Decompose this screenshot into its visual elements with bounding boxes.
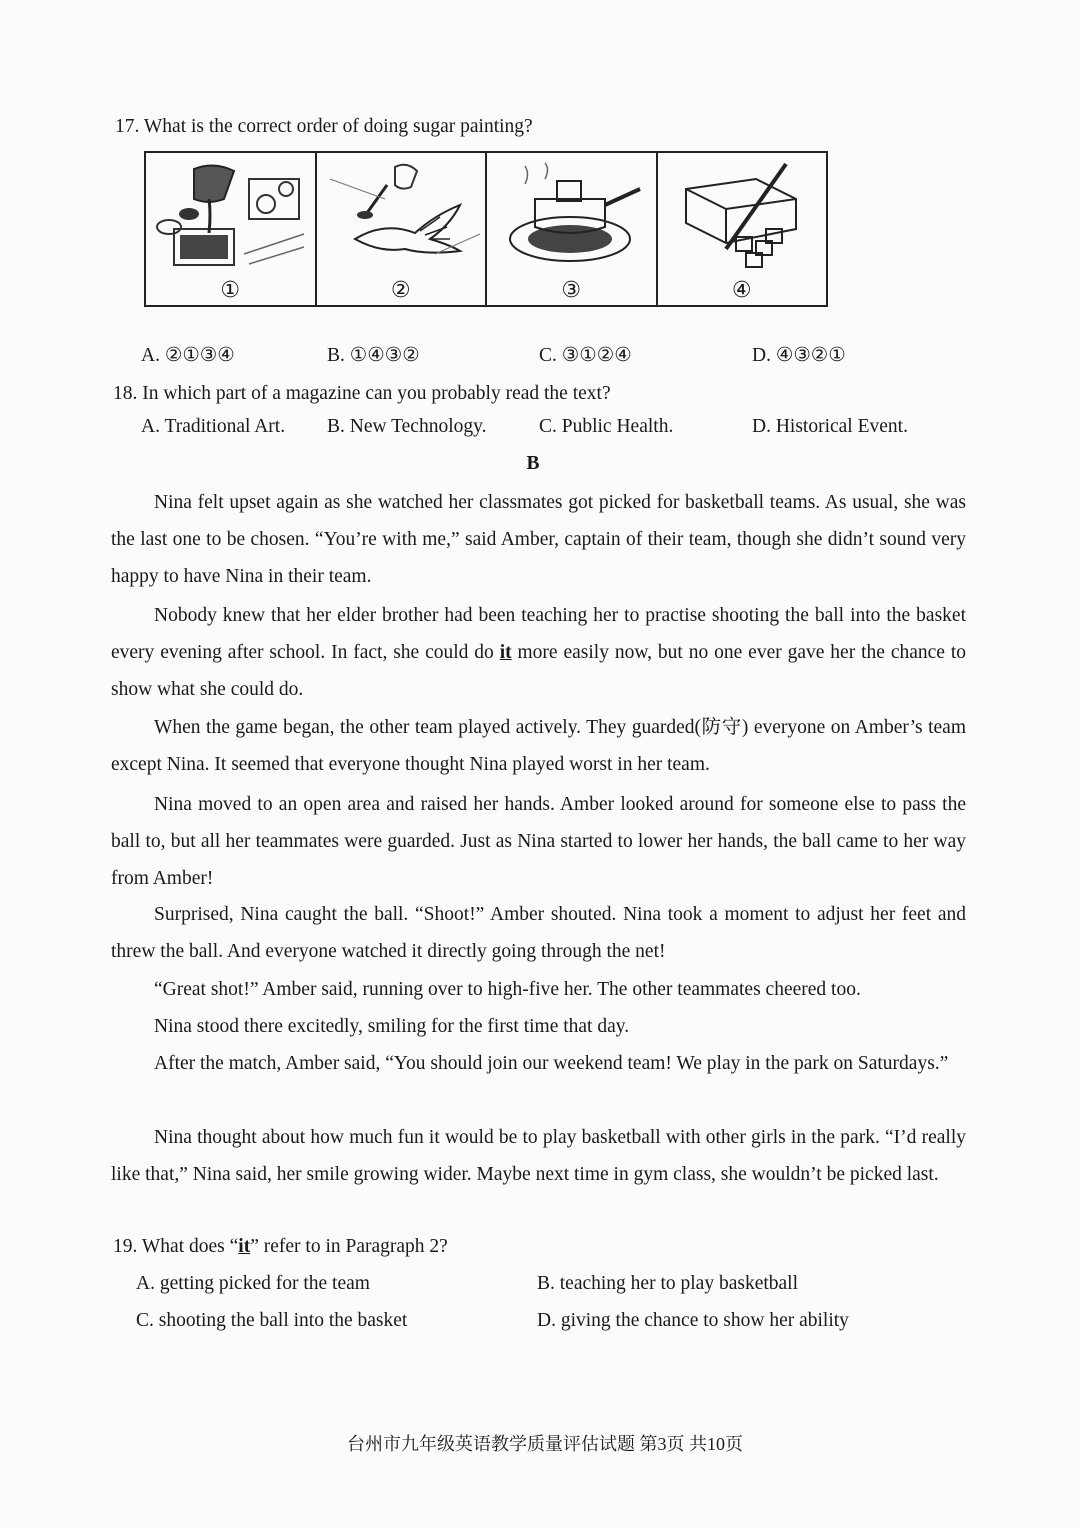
question-19-stem [113, 1236, 448, 1258]
q17-option-b[interactable]: B. ①④③② [327, 345, 420, 366]
q17-option-d[interactable]: D. ④③②① [752, 345, 846, 366]
q18-option-d[interactable]: D. Historical Event. [752, 416, 908, 437]
paragraph-2-text-start: Nobody knew that her elder brother had been teaching her to practise shooting the ball into the basket every evening after school. In fact, she could do [111, 605, 966, 663]
melting-sugar-illustration [495, 159, 647, 271]
question-18-stem: 18. In which part of a magazine can you probably read the text? [113, 383, 611, 404]
paragraph-2-text-end: more easily now, but no one ever gave her the chance to show what she could do. [111, 642, 966, 700]
figure-label-4: ④ [731, 278, 752, 303]
figure-label-1: ① [220, 278, 241, 303]
passage-paragraph-4: Nina moved to an open area and raised her hands. Amber looked around for someone else to pass the ball to, but all her teammates were guarded. Just as Nina started to lower her hands, the ball came to her way from Amber! [111, 794, 966, 889]
q19-option-c[interactable]: C. shooting the ball into the basket [136, 1310, 408, 1331]
passage-paragraph-6: “Great shot!” Amber said, running over to high-five her. The other teammates cheered too. [154, 979, 861, 1000]
passage-paragraph-3: When the game began, the other team played actively. They guarded(防守) everyone on Amber’s team except Nina. It seemed that everyone thought Nina played worst in her team. [111, 717, 966, 775]
cutting-sugar-illustration [666, 159, 818, 271]
question-17-stem: 17. What is the correct order of doing sugar painting? [115, 116, 533, 137]
figure-cell-4 [658, 153, 827, 305]
q19-stem-end: ” refer to in Paragraph 2? [250, 1236, 448, 1257]
figure-label-2: ② [390, 278, 411, 303]
passage-paragraph-8: After the match, Amber said, “You should join our weekend team! We play in the park on Saturdays.” [154, 1053, 949, 1074]
q17-option-c[interactable]: C. ③①②④ [539, 345, 632, 366]
figure-cell-3 [487, 153, 658, 305]
paragraph-2-underlined-it: it [499, 642, 512, 663]
drawing-bird-illustration [325, 159, 483, 271]
passage-paragraph-5: Surprised, Nina caught the ball. “Shoot!” Amber shouted. Nina took a moment to adjust her feet and threw the ball. And everyone watched it directly going through the net! [111, 904, 966, 962]
figure-cell-2 [317, 153, 488, 305]
q17-option-a[interactable]: A. ②①③④ [141, 345, 235, 366]
q18-option-c[interactable]: C. Public Health. [539, 416, 674, 437]
passage-paragraph-2 [111, 597, 966, 708]
page-footer: 台州市九年级英语教学质量评估试题 第3页 共10页 [347, 1434, 743, 1454]
q19-option-b[interactable]: B. teaching her to play basketball [537, 1273, 799, 1294]
q19-option-d[interactable]: D. giving the chance to show her ability [537, 1310, 849, 1331]
passage-paragraph-9: Nina thought about how much fun it would be to play basketball with other girls in the park. “I’d really like that,” Nina said, her smile growing wider. Maybe next time in gym class, she wouldn’t be picked last. [111, 1127, 966, 1185]
q18-option-b[interactable]: B. New Technology. [327, 416, 487, 437]
section-b-heading: B [526, 453, 540, 474]
sugar-painting-figure [144, 151, 828, 307]
passage-paragraph-7: Nina stood there excitedly, smiling for the first time that day. [154, 1016, 630, 1037]
passage-paragraph-1: Nina felt upset again as she watched her classmates got picked for basketball teams. As usual, she was the last one to be chosen. “You’re with me,” said Amber, captain of their team, though she didn’t sound very happy to have Nina in their team. [111, 492, 966, 587]
q19-stem-start: 19. What does “ [113, 1236, 239, 1257]
figure-label-3: ③ [561, 278, 582, 303]
figure-cell-1 [146, 153, 317, 305]
q18-option-a[interactable]: A. Traditional Art. [141, 416, 286, 437]
q19-underlined-it: it [238, 1236, 251, 1257]
q19-option-a[interactable]: A. getting picked for the team [136, 1273, 370, 1294]
pouring-syrup-illustration [154, 159, 306, 271]
